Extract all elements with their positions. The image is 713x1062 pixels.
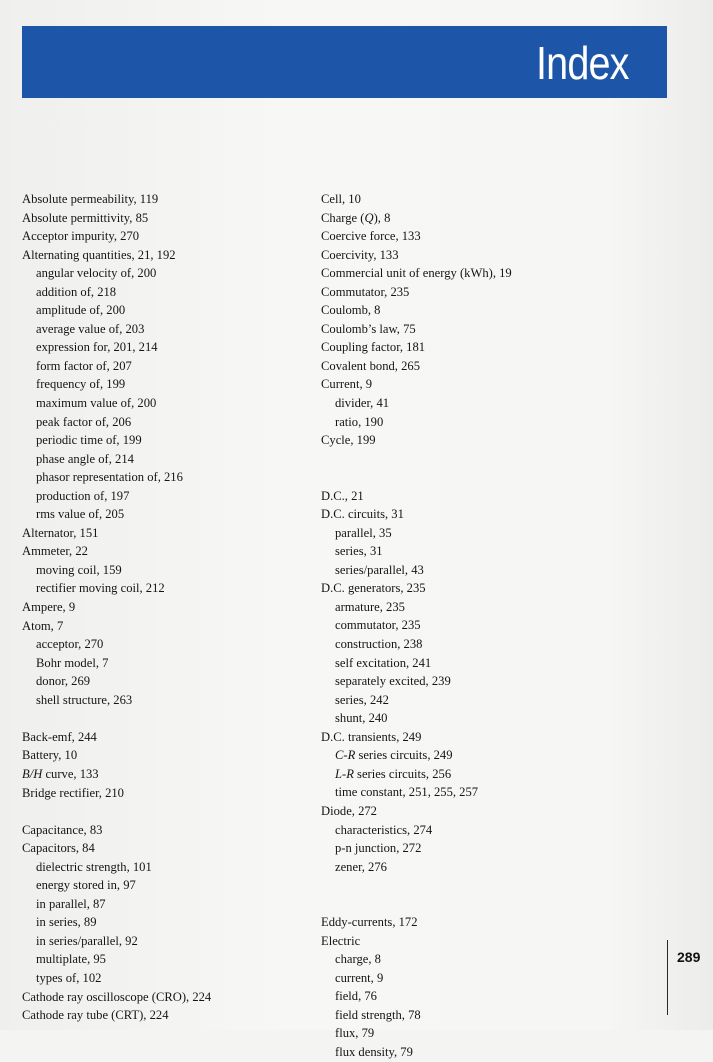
index-subentry: maximum value of, 200 — [36, 396, 157, 411]
index-subentry: amplitude of, 200 — [36, 303, 126, 318]
index-subentry: self excitation, 241 — [335, 655, 432, 670]
index-subentry: C-R series circuits, 249 — [335, 748, 453, 763]
index-subentry: time constant, 251, 255, 257 — [335, 785, 479, 800]
index-subentry: series, 31 — [335, 544, 383, 559]
index-entry: Coercivity, 133 — [321, 247, 399, 262]
index-entry: D.C. generators, 235 — [321, 581, 426, 596]
index-entry: Acceptor impurity, 270 — [22, 229, 140, 244]
group-spacer — [22, 709, 312, 728]
index-subentry: periodic time of, 199 — [36, 433, 142, 448]
group-spacer — [22, 802, 312, 821]
index-entry: Back-emf, 244 — [22, 729, 97, 744]
index-subentry: series, 242 — [335, 692, 389, 707]
index-subentry: p-n junction, 272 — [335, 841, 422, 856]
index-subentry: flux density, 79 — [335, 1044, 413, 1059]
index-entry: Coulomb’s law, 75 — [321, 321, 416, 336]
index-entry: Electric — [321, 933, 361, 948]
symbol-italic: C-R — [335, 748, 356, 763]
index-entry: Ampere, 9 — [22, 600, 76, 615]
index-subentry: field strength, 78 — [335, 1007, 421, 1022]
index-subentry: rectifier moving coil, 212 — [36, 581, 165, 596]
index-subentry: shunt, 240 — [335, 711, 388, 726]
index-entry: Current, 9 — [321, 377, 373, 392]
index-subentry: frequency of, 199 — [36, 377, 126, 392]
index-entry: B/H curve, 133 — [22, 766, 99, 781]
index-subentry: phasor representation of, 216 — [36, 470, 183, 485]
index-subentry: commutator, 235 — [335, 618, 421, 633]
index-entry: Cathode ray oscilloscope (CRO), 224 — [22, 989, 212, 1004]
index-subentry: energy stored in, 97 — [36, 878, 136, 893]
index-entry: D.C., 21 — [321, 488, 364, 503]
index-subentry: flux, 79 — [335, 1026, 375, 1041]
index-entry: Capacitors, 84 — [22, 841, 95, 856]
index-entry: Coulomb, 8 — [321, 303, 381, 318]
page-number: 289 — [677, 949, 701, 965]
index-entry: Commutator, 235 — [321, 284, 410, 299]
index-subentry: L-R series circuits, 256 — [335, 766, 452, 781]
index-subentry: current, 9 — [335, 970, 384, 985]
index-subentry: average value of, 203 — [36, 321, 145, 336]
page-number-rule — [667, 940, 668, 1015]
index-entry: Commercial unit of energy (kWh), 19 — [321, 266, 512, 281]
group-spacer — [321, 450, 651, 487]
index-subentry: expression for, 201, 214 — [36, 340, 158, 355]
index-entry: Covalent bond, 265 — [321, 358, 420, 373]
index-entry: Ammeter, 22 — [22, 544, 88, 559]
index-subentry: types of, 102 — [36, 970, 102, 985]
index-subentry: acceptor, 270 — [36, 637, 104, 652]
index-entry: Battery, 10 — [22, 748, 78, 763]
index-subentry: ratio, 190 — [335, 414, 384, 429]
index-subentry: field, 76 — [335, 989, 377, 1004]
index-column-right — [321, 190, 651, 1062]
index-subentry: shell structure, 263 — [36, 692, 133, 707]
index-entry: D.C. circuits, 31 — [321, 507, 404, 522]
index-entry: Charge (Q), 8 — [321, 210, 391, 225]
index-subentry: charge, 8 — [335, 952, 381, 967]
index-entry: Bridge rectifier, 210 — [22, 785, 124, 800]
index-subentry: characteristics, 274 — [335, 822, 433, 837]
index-entry: Atom, 7 — [22, 618, 64, 633]
index-entry: Coercive force, 133 — [321, 229, 421, 244]
index-subentry: rms value of, 205 — [36, 507, 125, 522]
index-entry: Capacitance, 83 — [22, 822, 103, 837]
index-entry: Cell, 10 — [321, 192, 361, 206]
page-title: Index — [536, 37, 629, 89]
index-subentry: in series, 89 — [36, 915, 97, 930]
index-subentry: in parallel, 87 — [36, 896, 106, 911]
index-subentry: multiplate, 95 — [36, 952, 106, 967]
index-subentry: zener, 276 — [335, 859, 387, 874]
symbol-italic: B/H — [22, 766, 43, 781]
index-entry: Coupling factor, 181 — [321, 340, 426, 355]
index-subentry: peak factor of, 206 — [36, 414, 132, 429]
index-entry: Absolute permeability, 119 — [22, 192, 159, 206]
index-subentry: form factor of, 207 — [36, 358, 132, 373]
index-entry: Diode, 272 — [321, 803, 377, 818]
index-subentry: addition of, 218 — [36, 284, 117, 299]
index-entry: Alternator, 151 — [22, 525, 99, 540]
index-subentry: angular velocity of, 200 — [36, 266, 157, 281]
index-subentry: separately excited, 239 — [335, 674, 451, 689]
index-subentry: divider, 41 — [335, 396, 390, 411]
index-entry: Cathode ray tube (CRT), 224 — [22, 1008, 169, 1023]
index-subentry: construction, 238 — [335, 637, 423, 652]
index-subentry: Bohr model, 7 — [36, 655, 109, 670]
index-entry: Cycle, 199 — [321, 433, 376, 448]
index-banner — [22, 26, 667, 98]
index-entry: Absolute permittivity, 85 — [22, 210, 149, 225]
index-entry: D.C. transients, 249 — [321, 729, 422, 744]
index-subentry: production of, 197 — [36, 488, 130, 503]
index-column-left — [22, 190, 312, 1025]
index-subentry: moving coil, 159 — [36, 562, 122, 577]
index-subentry: phase angle of, 214 — [36, 451, 134, 466]
symbol-italic: Q — [364, 210, 374, 225]
index-subentry: dielectric strength, 101 — [36, 859, 152, 874]
index-entry: Alternating quantities, 21, 192 — [22, 247, 176, 262]
index-subentry: series/parallel, 43 — [335, 562, 424, 577]
index-entry: Eddy-currents, 172 — [321, 915, 418, 930]
symbol-italic: L-R — [335, 766, 354, 781]
group-spacer — [321, 876, 651, 913]
index-subentry: armature, 235 — [335, 599, 405, 614]
index-subentry: in series/parallel, 92 — [36, 933, 138, 948]
index-subentry: parallel, 35 — [335, 525, 392, 540]
index-subentry: donor, 269 — [36, 674, 91, 689]
